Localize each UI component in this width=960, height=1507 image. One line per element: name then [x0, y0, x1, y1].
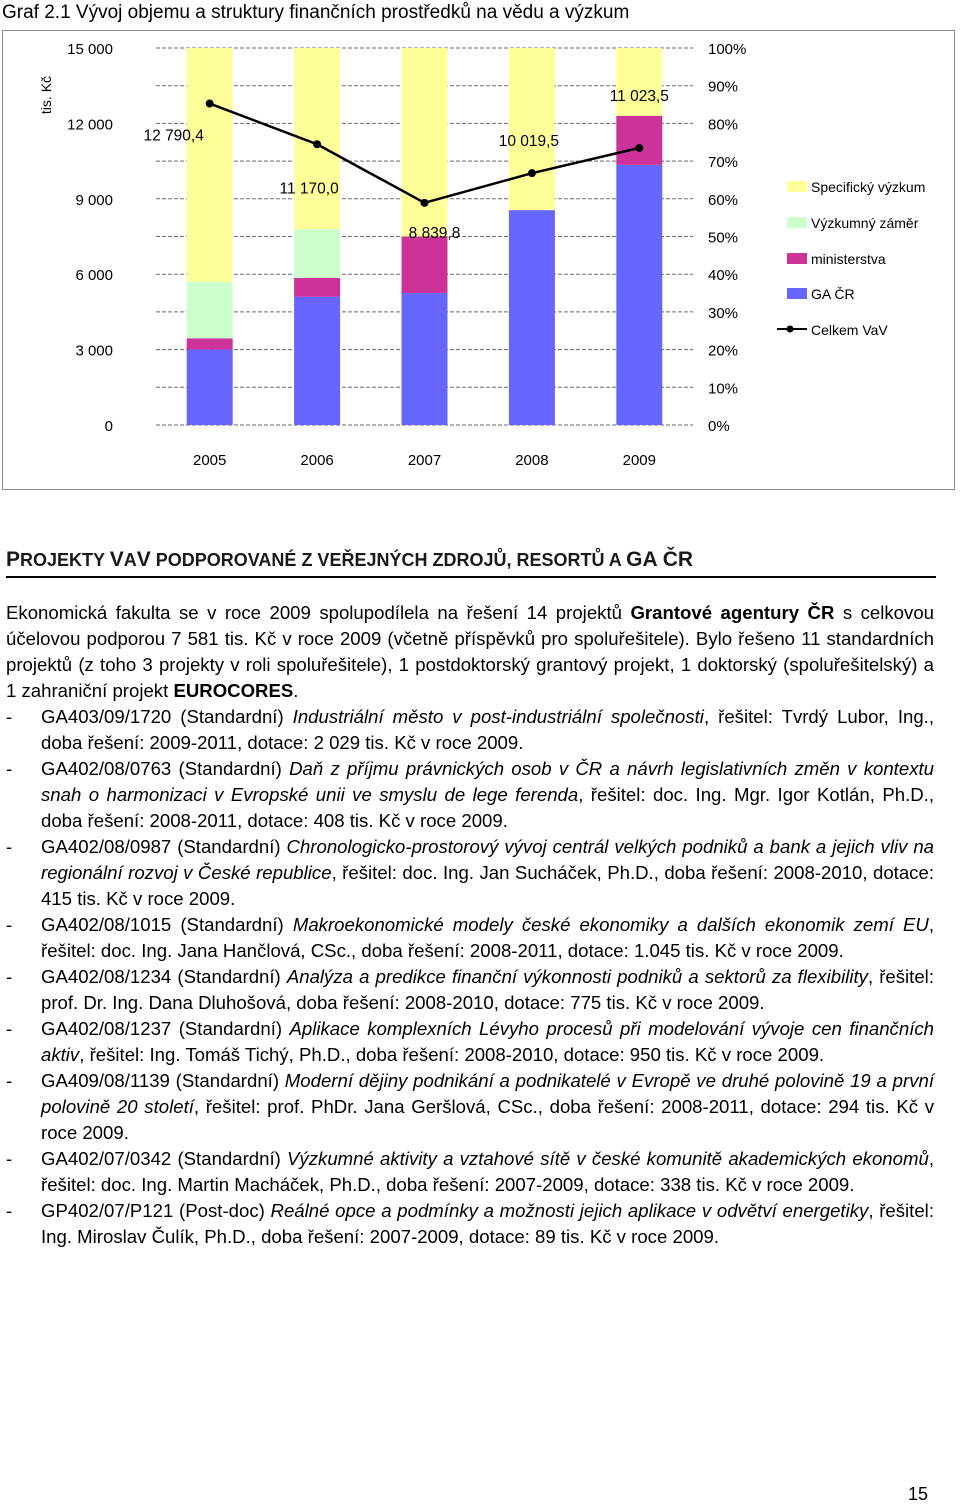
project-code: GA402/08/1015 (Standardní) [41, 914, 293, 935]
x-tick-label: 2006 [300, 452, 334, 469]
y-tick-label: 3 000 [75, 342, 113, 360]
y2-tick-label: 10% [708, 380, 739, 398]
data-label: 8 839,8 [408, 224, 461, 242]
legend-label: Výzkumný záměr [811, 215, 919, 231]
y-tick-label: 12 000 [67, 116, 113, 134]
y-tick-label: 6 000 [75, 267, 113, 285]
project-list [6, 704, 934, 1250]
legend-label: ministerstva [811, 251, 886, 267]
data-label: 11 170,0 [279, 180, 339, 198]
y2-tick-label: 20% [708, 342, 739, 360]
project-title: Chronologicko-prostorový vývoj centrál velkých podniků a bank a jejich vliv na regionální rozvoj v České republice [41, 836, 935, 883]
data-label: 11 023,5 [609, 87, 669, 105]
project-item [6, 704, 934, 756]
project-title: Reálné opce a podmínky a možnosti jejich aplikace v odvětví energetiky [270, 1200, 869, 1221]
project-code: GA402/08/1237 (Standardní) [41, 1018, 290, 1039]
bar-segment [187, 350, 233, 425]
legend-swatch [787, 181, 807, 192]
project-rest: , řešitel: Ing. Tomáš Tichý, Ph.D., doba řešení: 2008-2010, dotace: 950 tis. Kč v roce 2009. [79, 1044, 825, 1065]
section-heading: PROJEKTY VAV PODPOROVANÉ Z VEŘEJNÝCH ZDROJŮ, RESORTŮ A GA ČR [6, 548, 936, 578]
project-item [6, 964, 934, 1016]
project-rest: , řešitel: doc. Ing. Mgr. Igor Kotlán, Ph.D., doba řešení: 2008-2011, dotace: 408 tis. Kč v roce 2009. [41, 784, 934, 831]
bar-segment [509, 48, 555, 210]
project-title: Industriální město v post-industriální společnosti [292, 706, 704, 727]
y2-tick-label: 70% [708, 154, 739, 172]
project-rest: , řešitel: doc. Ing. Martin Macháček, Ph.D., doba řešení: 2007-2009, dotace: 338 tis. Kč v roce 2009. [41, 1148, 934, 1195]
funding-chart [3, 31, 956, 491]
x-tick-label: 2007 [407, 452, 442, 469]
project-item [6, 1146, 934, 1198]
bar-segment [402, 48, 448, 237]
bar-segment [187, 282, 233, 339]
y2-tick-label: 30% [708, 304, 739, 322]
project-code: GA402/08/0763 (Standardní) [41, 758, 290, 779]
page-number: 15 [908, 1484, 929, 1504]
project-code: GA402/08/0987 (Standardní) [41, 836, 287, 857]
legend-label: Specifický výzkum [811, 179, 926, 195]
bar-segment [294, 278, 340, 297]
legend-swatch [787, 217, 807, 228]
bar-segment [616, 165, 662, 425]
y-tick-label: 15 000 [67, 41, 113, 58]
data-label: 10 019,5 [498, 133, 560, 151]
figure-caption: Graf 2.1 Vývoj objemu a struktury finančních prostředků na vědu a výzkum [2, 2, 630, 23]
project-item [6, 1016, 934, 1068]
project-title: Daň z příjmu právnických osob v ČR a návrh legislativních změn v kontextu snah o harmonizaci v Evropské unii ve smyslu de lege ferenda [41, 758, 934, 805]
project-item [6, 1198, 934, 1250]
project-code: GA409/08/1139 (Standardní) [41, 1070, 285, 1091]
x-tick-label: 2008 [515, 452, 549, 469]
y2-tick-label: 0% [708, 418, 730, 435]
y-axis-label: tis. Kč [38, 75, 54, 115]
project-code: GA402/08/1234 (Standardní) [41, 966, 287, 987]
y2-tick-label: 60% [708, 191, 739, 209]
project-item [6, 756, 934, 834]
y2-tick-label: 90% [708, 78, 739, 96]
project-rest: , řešitel: prof. PhDr. Jana Geršlová, CSc., doba řešení: 2008-2011, dotace: 294 tis. Kč v roce 2009. [41, 1096, 934, 1143]
legend-label: Celkem VaV [811, 322, 888, 338]
project-code: GA403/09/1720 (Standardní) [41, 706, 293, 727]
line-point [313, 140, 321, 148]
data-label: 12 790,4 [143, 127, 204, 145]
legend-marker [787, 326, 794, 333]
chart-frame [2, 30, 955, 490]
bar-segment [402, 237, 448, 294]
intro-paragraph: Ekonomická fakulta se v roce 2009 spolupodílela na řešení 14 projektů Grantové agentury ČR s celkovou účelovou podporou 7 581 tis. Kč v roce 2009 (včetně příspěvků pro spoluřešitele). Bylo řešeno 11 standardních projektů (z toho 3 projekty v roli spoluřešitele), 1 postdoktorský grantový projekt, 1 doktorský (spoluřešitelský) a 1 zahraniční projekt EUROCORES. [6, 602, 935, 701]
project-rest: , řešitel: prof. Dr. Ing. Dana Dluhošová, doba řešení: 2008-2010, dotace: 775 tis. Kč v roce 2009. [41, 966, 934, 1013]
y2-tick-label: 80% [708, 116, 739, 134]
legend-swatch [787, 288, 807, 299]
project-rest: , řešitel: Tvrdý Lubor, Ing., doba řešení: 2009-2011, dotace: 2 029 tis. Kč v roce 2009. [41, 706, 934, 753]
y-tick-label: 9 000 [75, 191, 113, 209]
bar-segment [294, 229, 340, 278]
project-code: GA402/07/0342 (Standardní) [41, 1148, 288, 1169]
line-point [635, 144, 643, 152]
project-title: Moderní dějiny podnikání a podnikatelé v Evropě ve druhé polovině 19 a první polovině 20 století [41, 1070, 934, 1117]
x-tick-label: 2005 [193, 452, 227, 469]
project-item [6, 912, 934, 964]
project-item [6, 834, 934, 912]
project-rest: , řešitel: Ing. Miroslav Čulík, Ph.D., doba řešení: 2007-2009, dotace: 89 tis. Kč v roce 2009. [41, 1200, 934, 1247]
project-title: Makroekonomické modely české ekonomiky a dalších ekonomik zemí EU [292, 914, 929, 935]
project-rest: , řešitel: doc. Ing. Jana Hančlová, CSc., doba řešení: 2008-2011, dotace: 1.045 tis. Kč v roce 2009. [41, 914, 935, 961]
project-title: Aplikace komplexních Lévyho procesů při modelování vývoje cen finančních aktiv [41, 1018, 934, 1065]
x-tick-label: 2009 [622, 452, 656, 469]
y-tick-label: 0 [104, 418, 113, 435]
y2-tick-label: 100% [708, 41, 747, 58]
project-code: GP402/07/P121 (Post-doc) [41, 1200, 271, 1221]
project-rest: , řešitel: doc. Ing. Jan Sucháček, Ph.D., doba řešení: 2008-2010, dotace: 415 tis. Kč v roce 2009. [41, 862, 934, 909]
y2-tick-label: 50% [708, 229, 739, 247]
line-point [206, 100, 214, 108]
line-point [421, 199, 429, 207]
project-title: Výzkumné aktivity a vztahové sítě v české komunitě akademických ekonomů [287, 1148, 929, 1169]
project-item [6, 1068, 934, 1146]
bar-segment [402, 293, 448, 425]
y2-tick-label: 40% [708, 267, 739, 285]
bar-segment [187, 338, 233, 349]
body-text [6, 600, 934, 1250]
bar-segment [509, 210, 555, 425]
bar-segment [187, 48, 233, 282]
bar-segment [616, 48, 662, 116]
project-title: Analýza a predikce finanční výkonnosti podniků a sektorů za flexibility [286, 966, 868, 987]
line-point [528, 169, 536, 177]
legend-swatch [787, 253, 807, 264]
bar-segment [616, 116, 662, 165]
bar-segment [294, 297, 340, 425]
legend-label: GA ČR [811, 286, 855, 302]
